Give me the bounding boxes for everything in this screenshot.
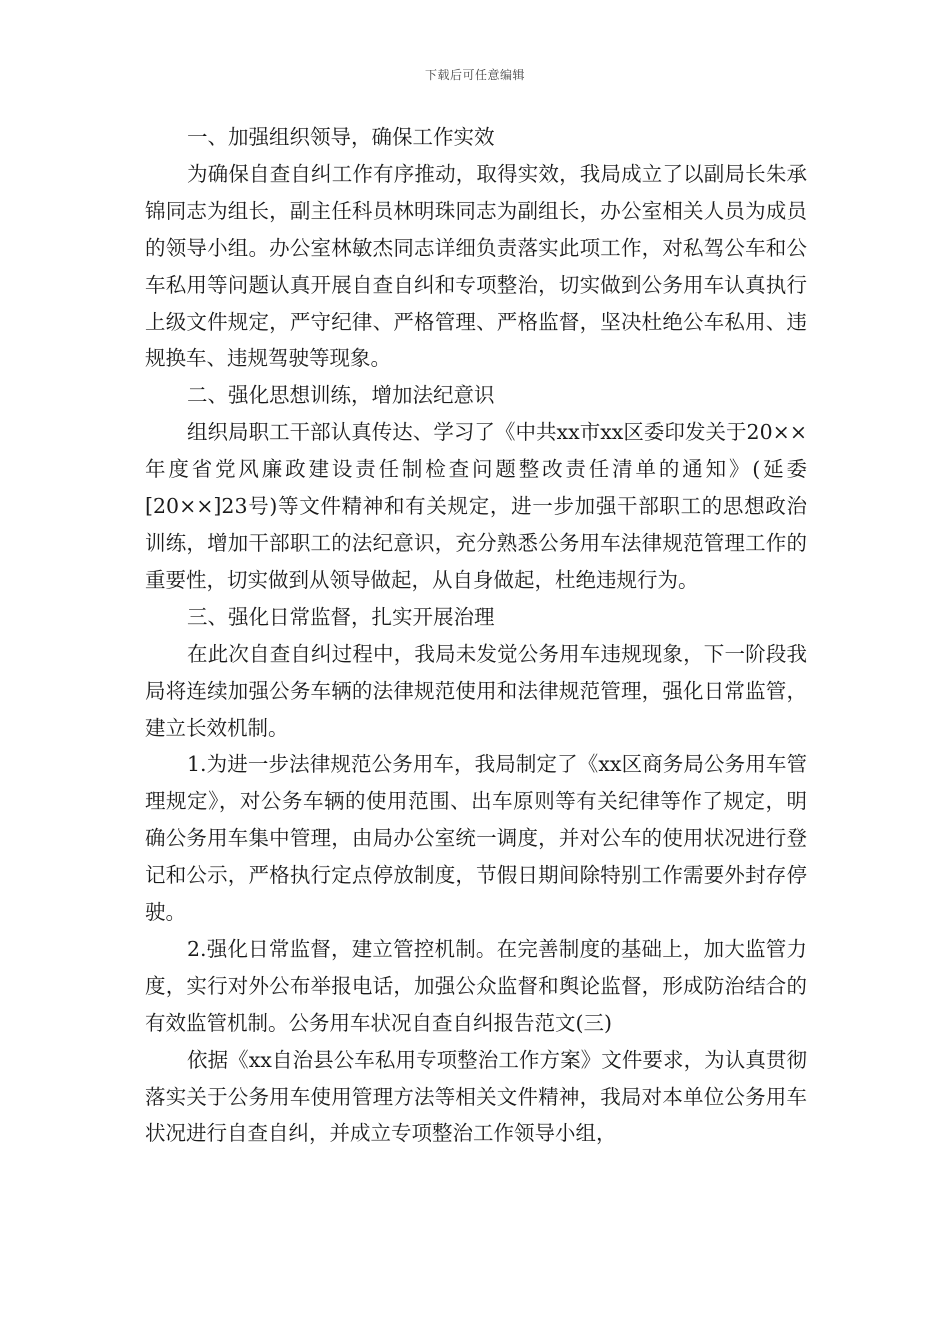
- numbered-item-1: 1.为进一步法律规范公务用车，我局制定了《xx区商务局公务用车管理规定》，对公务车辆的使用范围、出车原则等有关纪律等作了规定，明确公务用车集中管理，由局办公室统一调度，并对公车的使用状况进行登记和公示，严格执行定点停放制度，节假日期间除特别工作需要外封存停驶。: [145, 752, 807, 925]
- numbered-item-2: 2.强化日常监督，建立管控机制。在完善制度的基础上，加大监管力度，实行对外公布举报电话，加强公众监督和舆论监督，形成防治结合的有效监管机制。公务用车状况自查自纠报告范文(三): [145, 936, 807, 1035]
- page-header-note: 下载后可任意编辑: [424, 68, 525, 82]
- section-heading-1: 一、加强组织领导，确保工作实效: [187, 125, 495, 149]
- body-paragraph: 依据《xx自治县公车私用专项整治工作方案》文件要求，为认真贯彻落实关于公务用车使用管理方法等相关文件精神，我局对本单位公务用车状况进行自查自纠，并成立专项整治工作领导小组，: [145, 1047, 807, 1146]
- document-body: [145, 119, 807, 1152]
- section-heading-2: 二、强化思想训练，增加法纪意识: [187, 383, 495, 408]
- body-paragraph: 在此次自查自纠过程中，我局未发觉公务用车违规现象，下一阶段我局将连续加强公务车辆的法律规范使用和法律规范管理，强化日常监管，建立长效机制。: [145, 641, 807, 740]
- body-paragraph: 组织局职工干部认真传达、学习了《中共xx市xx区委印发关于20××年度省党风廉政建设责任制检查问题整改责任清单的通知》(延委[20××]23号)等文件精神和有关规定，进一步加强干部职工的思想政治训练，增加干部职工的法纪意识，充分熟悉公务用车法律规范管理工作的重要性，切实做到从领导做起，从自身做起，杜绝违规行为。: [145, 420, 807, 592]
- section-heading-3: 三、强化日常监督，扎实开展治理: [187, 604, 495, 629]
- body-paragraph: 为确保自查自纠工作有序推动，取得实效，我局成立了以副局长朱承锦同志为组长，副主任科员林明珠同志为副组长，办公室相关人员为成员的领导小组。办公室林敏杰同志详细负责落实此项工作，对私驾公车和公车私用等问题认真开展自查自纠和专项整治，切实做到公务用车认真执行上级文件规定，严守纪律、严格管理、严格监督，坚决杜绝公车私用、违规换车、违规驾驶等现象。: [145, 161, 807, 371]
